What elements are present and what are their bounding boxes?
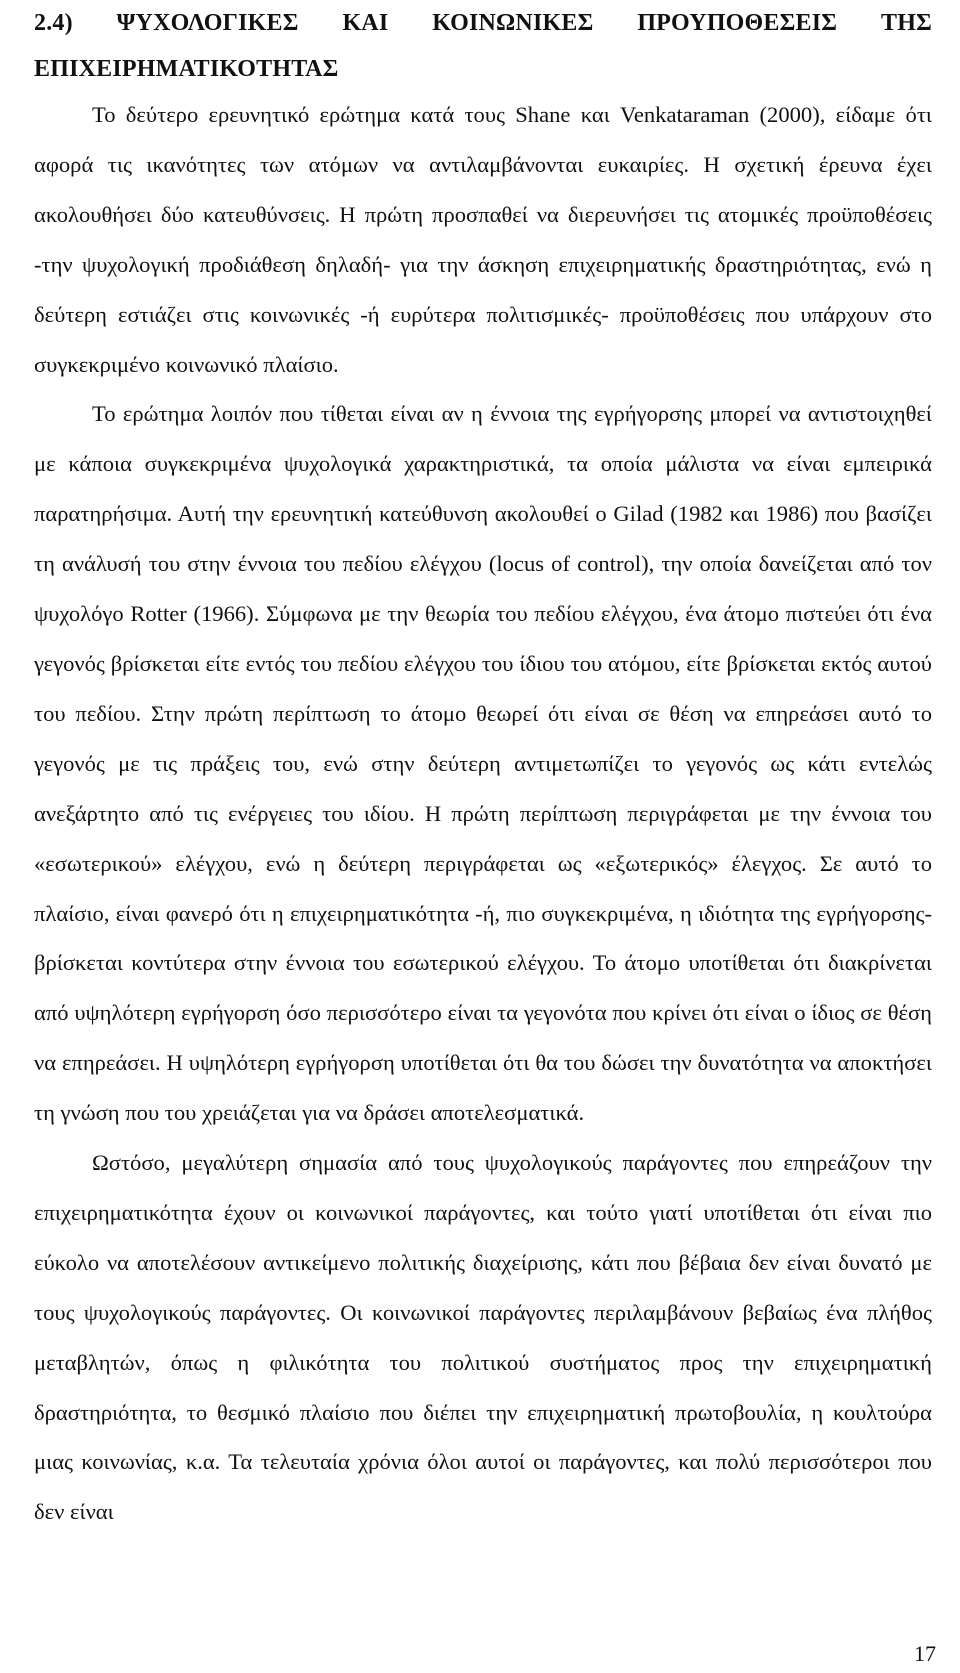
page-number: 17	[914, 1641, 936, 1666]
paragraph-2: Το ερώτημα λοιπόν που τίθεται είναι αν η έννοια της εγρήγορσης μπορεί να αντιστοιχηθεί με κάποια συγκεκριμένα ψυχολογικά χαρακτηριστικά, τα οποία μάλιστα να είναι εμπειρικά παρατηρήσιμα. Αυτή την ερευνητική κατεύθυνση ακολουθεί ο Gilad (1982 και 1986) που βασίζει τη ανάλυσή του στην έννοια του πεδίου ελέγχου (locus of control), την οποία δανείζεται από τον ψυχολόγο Rotter (1966). Σύμφωνα με την θεωρία του πεδίου ελέγχου, ένα άτομο πιστεύει ότι ένα γεγονός βρίσκεται είτε εντός του πεδίου ελέγχου του ίδιου του ατόμου, είτε βρίσκεται εκτός αυτού του πεδίου. Στην πρώτη περίπτωση το άτομο θεωρεί ότι είναι σε θέση να επηρεάσει αυτό το γεγονός με τις πράξεις του, ενώ στην δεύτερη αντιμετωπίζει το γεγονός ως κάτι εντελώς ανεξάρτητο από τις ενέργειες του ιδίου. Η πρώτη περίπτωση περιγράφεται με την έννοια του «εσωτερικού» ελέγχου, ενώ η δεύτερη περιγράφεται ως «εξωτερικός» έλεγχος. Σε αυτό το πλαίσιο, είναι φανερό ότι η επιχειρηματικότητα -ή, πιο συγκεκριμένα, η ιδιότητα της εγρήγορσης- βρίσκεται κοντύτερα στην έννοια του εσωτερικού ελέγχου. Το άτομο υποτίθεται ότι διακρίνεται από υψηλότερη εγρήγορση όσο περισσότερο είναι τα γεγονότα που κρίνει ότι είναι ο ίδιος σε θέση να επηρεάσει. Η υψηλότερη εγρήγορση υποτίθεται ότι θα του δώσει την δυνατότητα να αποκτήσει τη γνώση που του χρειάζεται για να δράσει αποτελεσματικά.	[34, 401, 932, 1126]
heading-word: ΤΗΣ	[881, 10, 932, 36]
body-text	[34, 90, 932, 1537]
heading-word: ΨΥΧΟΛΟΓΙΚΕΣ	[116, 10, 299, 36]
section-heading-line-2: ΕΠΙΧΕΙΡΗΜΑΤΙΚΟΤΗΤΑΣ	[34, 56, 339, 82]
paragraph-1: Το δεύτερο ερευνητικό ερώτημα κατά τους Shane και Venkataraman (2000), είδαμε ότι αφορά τις ικανότητες των ατόμων να αντιλαμβάνονται ευκαιρίες. Η σχετική έρευνα έχει ακολουθήσει δύο κατευθύνσεις. Η πρώτη προσπαθεί να διερευνήσει τις ατομικές προϋποθέσεις -την ψυχολογική προδιάθεση δηλαδή- για την άσκηση επιχειρηματικής δραστηριότητας, ενώ η δεύτερη εστιάζει στις κοινωνικές -ή ευρύτερα πολιτισμικές- προϋποθέσεις που υπάρχουν στο συγκεκριμένο κοινωνικό πλαίσιο.	[34, 102, 932, 377]
paragraph-3: Ωστόσο, μεγαλύτερη σημασία από τους ψυχολογικούς παράγοντες που επηρεάζουν την επιχειρηματικότητα έχουν οι κοινωνικοί παράγοντες, και τούτο γιατί υποτίθεται ότι είναι πιο εύκολο να αποτελέσουν αντικείμενο πολιτικής διαχείρισης, κάτι που βέβαια δεν είναι δυνατό με τους ψυχολογικούς παράγοντες. Οι κοινωνικοί παράγοντες περιλαμβάνουν βεβαίως ένα πλήθος μεταβλητών, όπως η φιλικότητα του πολιτικού συστήματος προς την επιχειρηματική δραστηριότητα, το θεσμικό πλαίσιο που διέπει την επιχειρηματική πρωτοβουλία, η κουλτούρα μιας κοινωνίας, κ.α. Τα τελευταία χρόνια όλοι αυτοί οι παράγοντες, και πολύ περισσότεροι που δεν είναι	[34, 1150, 932, 1525]
section-heading	[34, 0, 934, 92]
heading-word: ΚΑΙ	[342, 10, 389, 36]
heading-word: ΚΟΙΝΩΝΙΚΕΣ	[432, 10, 594, 36]
heading-number: 2.4)	[34, 10, 73, 36]
section-heading-line-1	[34, 0, 932, 46]
heading-word: ΠΡΟΥΠΟΘΕΣΕΙΣ	[637, 10, 838, 36]
